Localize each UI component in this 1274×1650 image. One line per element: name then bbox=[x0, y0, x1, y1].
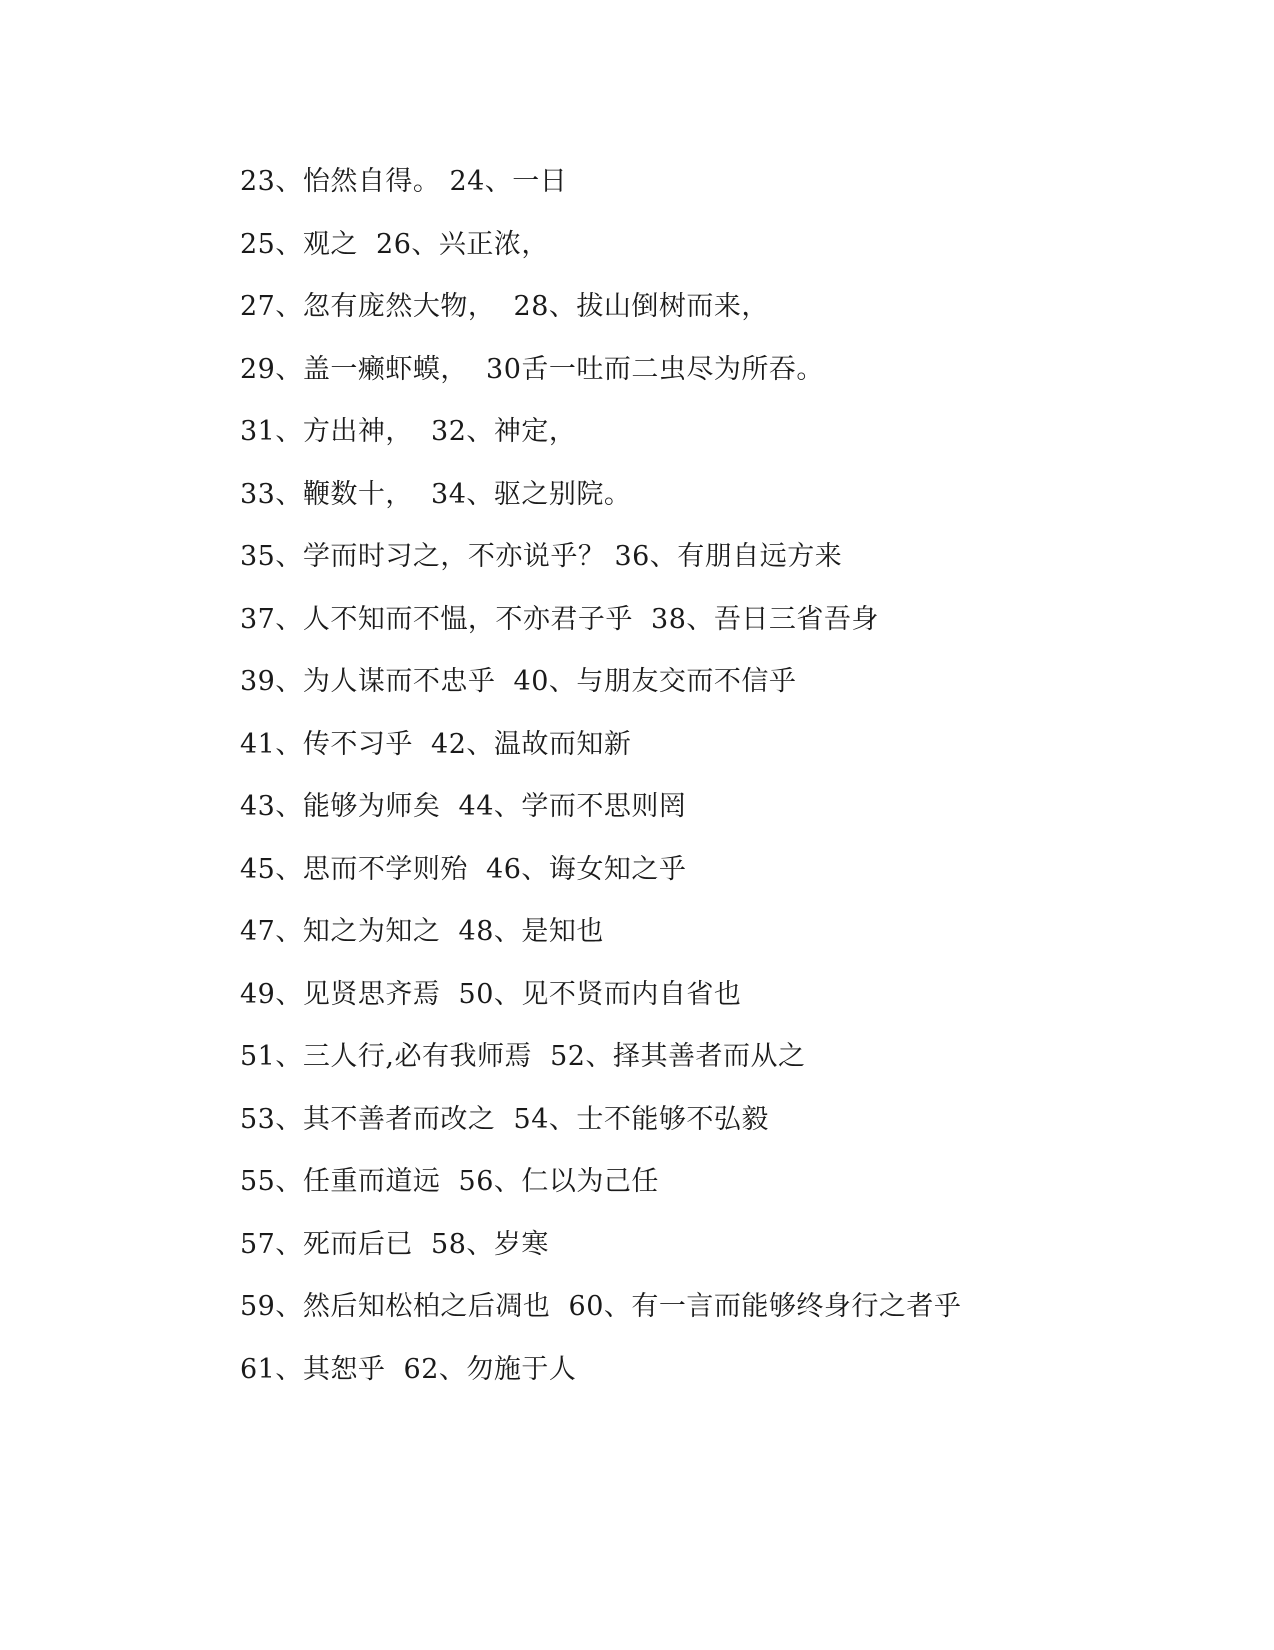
text-line: 33、鞭数十， 34、驱之别院。 bbox=[240, 478, 632, 510]
text-line: 29、盖一癞虾蟆， 30舌一吐而二虫尽为所吞。 bbox=[240, 353, 824, 385]
text-line: 61、其恕乎 62、勿施于人 bbox=[240, 1353, 577, 1385]
text-line: 57、死而后已 58、岁寒 bbox=[240, 1228, 549, 1260]
text-line: 55、任重而道远 56、仁以为己任 bbox=[240, 1166, 659, 1197]
text-line: 23、怡然自得。 24、一日 bbox=[240, 166, 568, 197]
text-line: 31、方出神， 32、神定， bbox=[240, 416, 577, 447]
text-line: 41、传不习乎 42、温故而知新 bbox=[240, 728, 632, 760]
text-line: 47、知之为知之 48、是知也 bbox=[240, 916, 604, 947]
text-line: 43、能够为师矣 44、学而不思则罔 bbox=[240, 791, 687, 822]
text-line: 39、为人谋而不忠乎 40、与朋友交而不信乎 bbox=[240, 666, 797, 697]
text-line: 51、三人行,必有我师焉 52、择其善者而从之 bbox=[240, 1041, 806, 1072]
text-line: 35、学而时习之，不亦说乎？ 36、有朋自远方来 bbox=[240, 541, 843, 572]
text-line: 59、然后知松柏之后凋也 60、有一言而能够终身行之者乎 bbox=[240, 1291, 962, 1322]
text-line: 53、其不善者而改之 54、士不能够不弘毅 bbox=[240, 1103, 769, 1135]
text-line: 49、见贤思齐焉 50、见不贤而内自省也 bbox=[240, 978, 742, 1010]
text-lines bbox=[240, 160, 1200, 1410]
text-line: 25、观之 26、兴正浓， bbox=[240, 228, 549, 260]
text-line: 37、人不知而不愠，不亦君子乎 38、吾日三省吾身 bbox=[240, 603, 879, 635]
text-line: 45、思而不学则殆 46、诲女知之乎 bbox=[240, 853, 687, 885]
text-line: 27、忽有庞然大物， 28、拔山倒树而来， bbox=[240, 291, 769, 322]
